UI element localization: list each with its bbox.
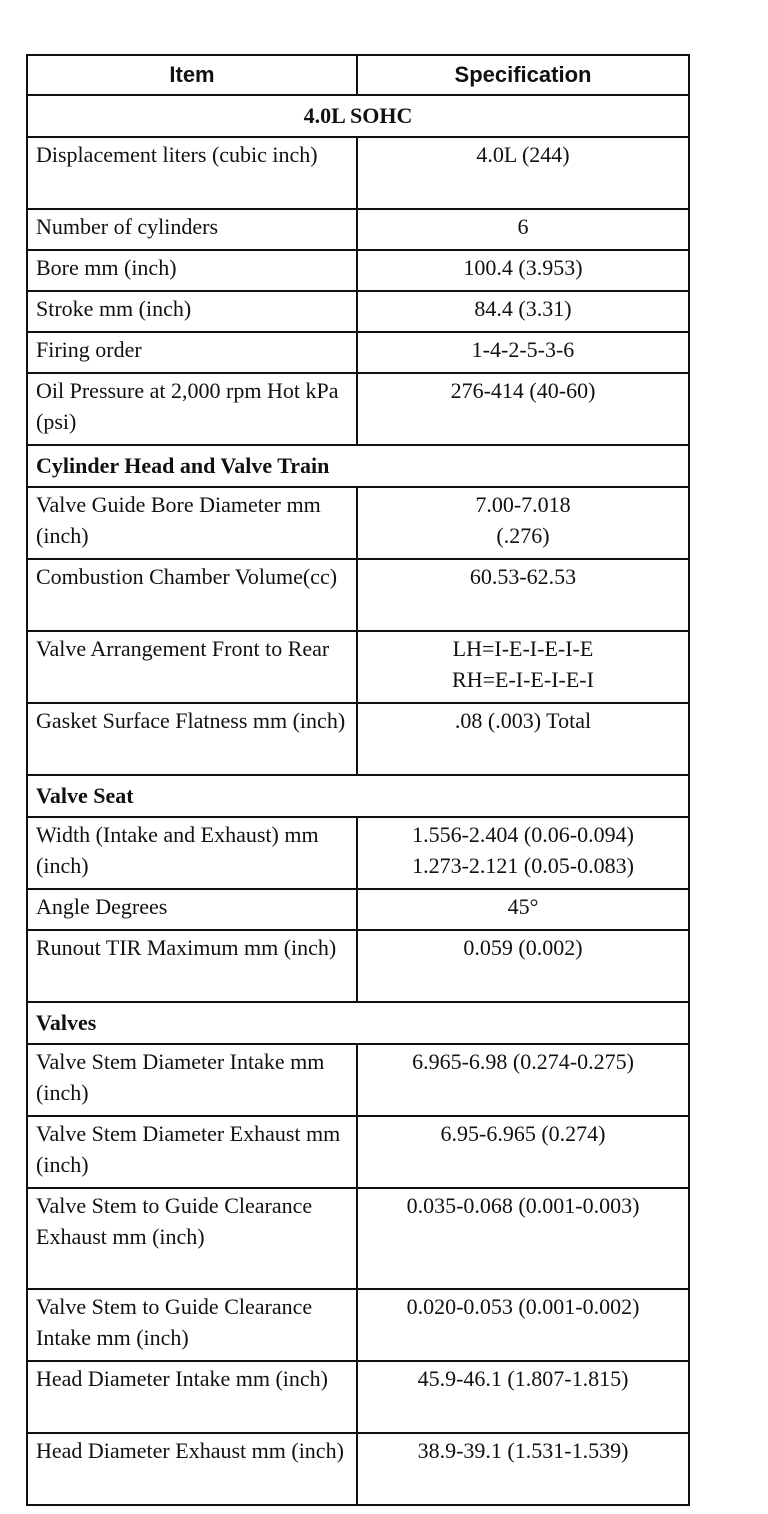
spec-value: 4.0L (244) [476,142,570,167]
item-cell: Bore mm (inch) [27,250,357,291]
engine-row [27,95,689,137]
item-cell: Head Diameter Exhaust mm (inch) [27,1433,357,1505]
item-cell: Number of cylinders [27,209,357,250]
item-cell: Oil Pressure at 2,000 rpm Hot kPa (psi) [27,373,357,445]
table-row [27,889,689,930]
spec-value: 7.00-7.018 [475,492,571,517]
spec-value: 60.53-62.53 [469,564,577,589]
section-title-valves: Valves [27,1002,689,1044]
header-item: Item [27,55,357,95]
spec-cell [357,889,689,930]
section-title-cylinder-head: Cylinder Head and Valve Train [27,445,689,487]
spec-value: 6.965-6.98 (0.274-0.275) [412,1049,634,1074]
spec-value: .08 (.003) Total [454,708,592,733]
table-row [27,137,689,209]
header-row [27,55,689,95]
table-row [27,559,689,631]
spec-value: 0.035-0.068 (0.001-0.003) [406,1193,640,1218]
spec-cell [357,703,689,775]
table-row [27,817,689,889]
item-cell: Head Diameter Intake mm (inch) [27,1361,357,1433]
item-cell: Stroke mm (inch) [27,291,357,332]
table-row [27,1361,689,1433]
spec-cell [357,930,689,1002]
item-cell: Displacement liters (cubic inch) [27,137,357,209]
spec-cell [357,1361,689,1433]
spec-value: 6 [517,214,529,239]
item-cell: Valve Arrangement Front to Rear [27,631,357,703]
table-row [27,1289,689,1361]
header-specification: Specification [357,55,689,95]
section-title-valve-seat: Valve Seat [27,775,689,817]
item-cell: Valve Stem to Guide Clearance Intake mm (inch) [27,1289,357,1361]
table-row [27,1433,689,1505]
spec-value: 276-414 (40-60) [450,378,596,403]
spec-cell [357,209,689,250]
spec-cell [357,332,689,373]
table-row [27,1188,689,1289]
spec-value: 45° [507,894,539,919]
table-row [27,1044,689,1116]
table-row [27,631,689,703]
spec-cell [357,487,689,559]
specification-table [26,54,690,1506]
spec-value: 1-4-2-5-3-6 [471,337,575,362]
spec-value: 0.020-0.053 (0.001-0.002) [406,1294,640,1319]
spec-value: 45.9-46.1 (1.807-1.815) [417,1366,629,1391]
spec-cell [357,373,689,445]
table-row [27,1116,689,1188]
spec-cell [357,291,689,332]
spec-value: 100.4 (3.953) [463,255,583,280]
table-row [27,209,689,250]
table-row [27,703,689,775]
item-cell: Combustion Chamber Volume(cc) [27,559,357,631]
spec-value: 1.273-2.121 (0.05-0.083) [412,852,634,878]
spec-value: RH=E-I-E-I-E-I [452,666,594,692]
item-cell: Angle Degrees [27,889,357,930]
table-row [27,291,689,332]
table-row [27,250,689,291]
table-row [27,487,689,559]
spec-value: 84.4 (3.31) [474,296,572,321]
spec-cell [357,559,689,631]
item-cell: Valve Stem Diameter Exhaust mm (inch) [27,1116,357,1188]
table-row [27,332,689,373]
item-cell: Valve Stem to Guide Clearance Exhaust mm (inch) [27,1188,357,1289]
item-cell: Firing order [27,332,357,373]
spec-cell [357,1188,689,1289]
item-cell: Width (Intake and Exhaust) mm (inch) [27,817,357,889]
spec-cell [357,817,689,889]
spec-cell [357,1116,689,1188]
spec-value: 6.95-6.965 (0.274) [440,1121,606,1146]
spec-cell [357,250,689,291]
item-cell: Valve Stem Diameter Intake mm (inch) [27,1044,357,1116]
spec-cell [357,1044,689,1116]
item-cell: Runout TIR Maximum mm (inch) [27,930,357,1002]
spec-value: 0.059 (0.002) [463,935,583,960]
table-row [27,373,689,445]
spec-value: (.276) [496,522,550,548]
spec-value: LH=I-E-I-E-I-E [452,636,594,661]
spec-value: 38.9-39.1 (1.531-1.539) [417,1438,629,1463]
spec-cell [357,631,689,703]
table-row [27,930,689,1002]
section-row [27,1002,689,1044]
spec-cell [357,1289,689,1361]
engine-title: 4.0L SOHC [27,95,689,137]
section-row [27,775,689,817]
spec-cell [357,137,689,209]
item-cell: Gasket Surface Flatness mm (inch) [27,703,357,775]
section-row [27,445,689,487]
item-cell: Valve Guide Bore Diameter mm (inch) [27,487,357,559]
spec-cell [357,1433,689,1505]
spec-value: 1.556-2.404 (0.06-0.094) [412,822,634,847]
